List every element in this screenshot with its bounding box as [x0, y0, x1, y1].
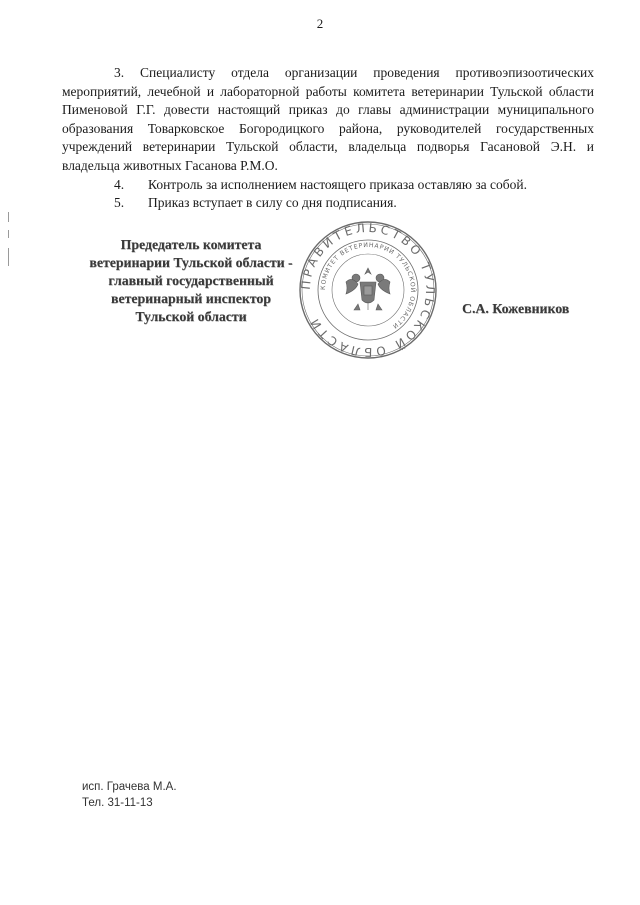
signer-name: С.А. Кожевников	[462, 301, 570, 316]
executor-info	[82, 779, 177, 811]
signatory-position-line: ветеринарный инспектор	[111, 291, 271, 306]
executor-name: исп. Грачева М.А.	[82, 781, 177, 793]
paragraph-item-5	[62, 194, 594, 213]
item-5-text: Приказ вступает в силу со дня подписания.	[148, 195, 397, 211]
signatory-position-line: ветеринарии Тульской области -	[89, 255, 293, 270]
item-4-number: 4.	[114, 176, 125, 192]
official-seal-stamp	[298, 220, 438, 360]
signatory-position-line: Предедатель комитета	[120, 237, 262, 252]
item-4-text: Контроль за исполнением настоящего приказа оставляю за собой.	[148, 176, 527, 192]
signatory-position	[76, 236, 306, 326]
signatory-position-line: главный государственный	[108, 273, 274, 288]
margin-mark	[8, 248, 9, 266]
paragraph-item-3: 3. Специалисту отдела организации проведения противоэпизоотических мероприятий, лечебной и лабораторной работы комитета ветеринарии Тульской области Пименовой Г.Г. довести настоящий приказ до главы администрации муниципального образования Товарковское Богородицкого района, руководителей государственных учреждений ветеринарии Тульской области, владельца подворья Гасановой Э.Н. и владельца животных Гасанова Р.М.О.	[62, 65, 594, 173]
order-body	[62, 64, 594, 213]
item-5-number: 5.	[114, 195, 125, 211]
margin-mark	[8, 212, 9, 222]
executor-phone: Тел. 31-11-13	[82, 797, 153, 809]
coat-of-arms-icon	[346, 268, 390, 310]
stamp-outer-text: ПРАВИТЕЛЬСТВО ТУЛЬСКОЙ ОБЛАСТИ	[298, 220, 438, 360]
stamp-inner-text: КОМИТЕТ ВЕТЕРИНАРИИ ТУЛЬСКОЙ ОБЛАСТИ	[319, 241, 417, 330]
paragraph-item-4	[62, 176, 594, 195]
signatory-position-line: Тульской области	[135, 309, 247, 324]
margin-mark	[8, 230, 9, 238]
page-number: 2	[316, 16, 324, 31]
